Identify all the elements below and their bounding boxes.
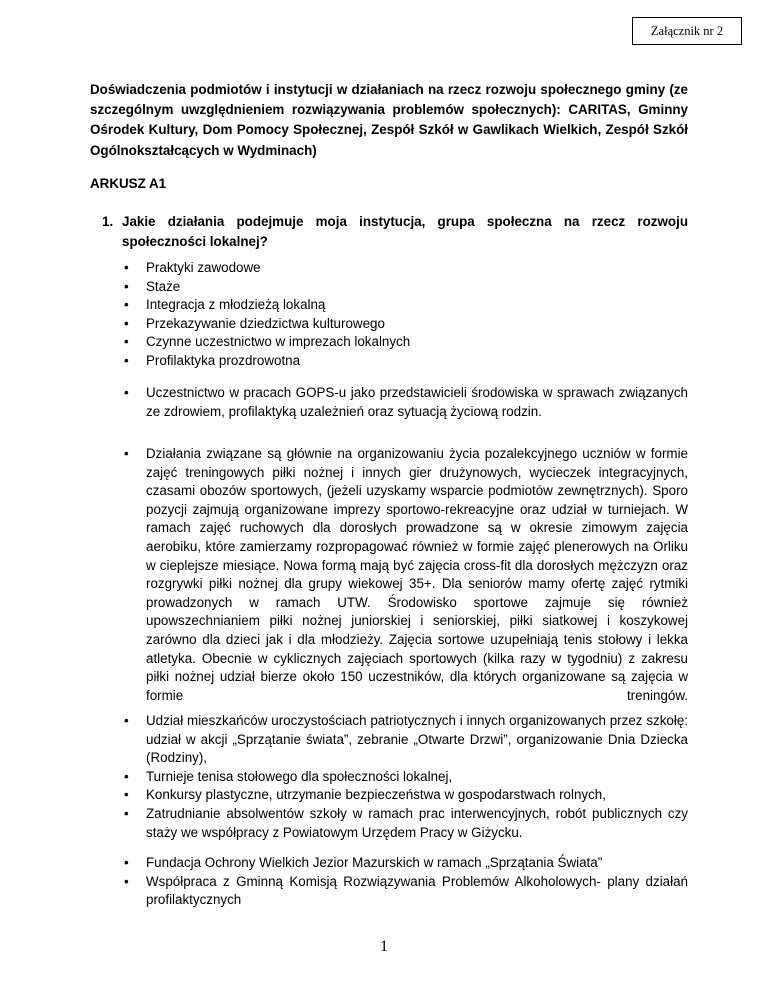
list-item: • Staże [122, 278, 688, 297]
bullet-icon: • [124, 873, 129, 889]
bullet-icon: • [124, 855, 129, 870]
bullet-icon: • [124, 805, 129, 821]
annex-label: Załącznik nr 2 [632, 17, 742, 45]
bullet-icon: • [124, 334, 129, 350]
list-item: • Zatrudnianie absolwentów szkoły w ramach prac interwencyjnych, robót publicznych czy staży we współpracy z Powiatowym Urzędem Pracy w Giżycku. [124, 805, 688, 840]
list-item: • Integracja z młodzieżą lokalną [122, 296, 688, 315]
bullet-group-1 [122, 259, 688, 371]
bullet-icon: • [124, 352, 129, 368]
list-item: • Przekazywanie dziedzictwa kulturowego [122, 315, 688, 334]
bullet-group-2 [122, 384, 688, 421]
list-item: • Działania związane są głównie na organizowaniu życia pozalekcyjnego uczniów w formie zajęć treningowych piłki nożnej i innych gier drużynowych, wycieczek integracyjnych, czasami obozów sportowych, (jeżeli uzyskamy wsparcie podmiotów zewnętrznych). Sporo pozycji zajmują organizowane imprezy sportowo-rekreacyjne oraz udział w turniejach. W ramach zajęć ruchowych dla dorosłych prowadzone są w okresie zimowym zajęcia aerobiku, które zamierzamy rozpropagować również w formie zajęć plenerowych na Orliku w cieplejsze miesiące. Nowa formą mają być zajęcia cross-fit dla dorosłych mężczyzn oraz rozgrywki piłki nożnej dla grupy wiekowej 35+. Dla seniorów mamy ofertę zajęć rytmiki prowadzonych w ramach UTW. Środowisko sportowe zajmuje się również upowszechnianiem piłki nożnej juniorskiej i seniorskiej, piłki siatkowej i koszykowej zarówno dla dzieci jak i dla młodzieży. Zajęcia sortowe uzupełniają tenis stołowy i lekka atletyka. Obecnie w cyklicznych zajęciach sportowych (kilka razy w tygodniu) z zakresu piłki nożnej udział bierze około 150 uczestników, dla których organizowane są zajęcia w formie treningów. [124, 446, 688, 703]
list-item: • Konkursy plastyczne, utrzymanie bezpieczeństwa w gospodarstwach rolnych, [122, 786, 688, 805]
bullet-icon: • [124, 297, 129, 313]
bullet-group-5 [122, 854, 688, 910]
question-text: Jakie działania podejmuje moja instytucja, grupa społeczna na rzecz rozwoju społeczności lokalnej? [122, 214, 688, 250]
bullet-group-4 [122, 712, 688, 842]
document-title: Doświadczenia podmiotów i instytucji w działaniach na rzecz rozwoju społecznego gminy (ze szczególnym uwzględnieniem rozwiązywania problemów społecznych): CARITAS, Gminny Ośrodek Kultury, Dom Pomocy Społecznej, Zespół Szkół w Gawlikach Wielkich, Zespół Szkół Ogólnokształcących w Wydminach) [90, 82, 688, 158]
list-item: • Uczestnictwo w pracach GOPS-u jako przedstawicieli środowiska w sprawach związanych ze zdrowiem, profilaktyką uzależnień oraz sytuacją życiową rodzin. [124, 385, 688, 419]
list-item: • Profilaktyka prozdrowotna [122, 352, 688, 371]
page-number: 1 [380, 938, 388, 955]
bullet-icon: • [124, 385, 129, 400]
bullet-icon: • [124, 446, 129, 461]
bullet-icon: • [124, 713, 129, 728]
bullet-icon: • [124, 260, 129, 275]
list-item: • Współpraca z Gminną Komisją Rozwiązywania Problemów Alkoholowych- plany działań profilaktycznych [124, 873, 688, 908]
bullet-icon: • [124, 315, 129, 331]
bullet-icon: • [124, 278, 129, 294]
bullet-icon: • [124, 787, 129, 803]
list-item: • Praktyki zawodowe [122, 259, 688, 278]
bullet-icon: • [124, 768, 129, 784]
list-item: • Udział mieszkańców uroczystościach patriotycznych i innych organizowanych przez szkołę: udział w akcji „Sprzątanie świata”, zebranie „Otwarte Drzwi”, organizowanie Dnia Dziecka (Rodziny), [124, 713, 688, 766]
question-number: 1. [102, 214, 114, 229]
list-item: • Czynne uczestnictwo w imprezach lokalnych [122, 333, 688, 352]
list-item: • Turnieje tenisa stołowego dla społeczności lokalnej, [122, 768, 688, 787]
bullet-group-3 [122, 445, 688, 705]
sheet-label: ARKUSZ A1 [90, 176, 167, 191]
list-item: • Fundacja Ochrony Wielkich Jezior Mazurskich w ramach „Sprzątania Świata” [122, 854, 688, 873]
question-1 [102, 212, 688, 252]
